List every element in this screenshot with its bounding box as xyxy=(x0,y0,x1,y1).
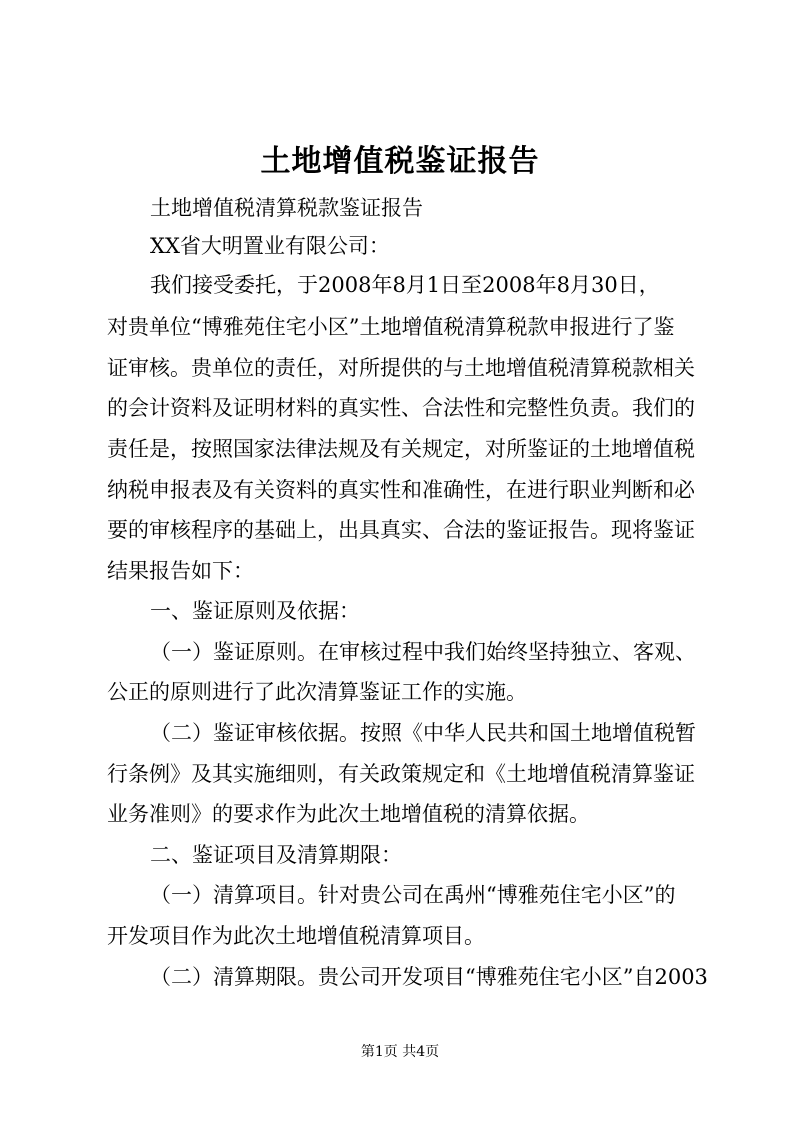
section-heading: 二、鉴证项目及清算期限： xyxy=(150,843,402,867)
body-line: 的会计资料及证明材料的真实性、合法性和完整性负责。我们的 xyxy=(107,396,695,420)
section-heading: 一、鉴证原则及依据： xyxy=(150,599,360,623)
body-line: （一）鉴证原则。在审核过程中我们始终坚持独立、客观、 xyxy=(150,640,696,664)
body-line: （二）鉴证审核依据。按照《中华人民共和国土地增值税暂 xyxy=(150,721,696,745)
body-line: 行条例》及其实施细则，有关政策规定和《土地增值税清算鉴证 xyxy=(107,762,695,786)
body-line: （二）清算期限。贵公司开发项目“博雅苑住宅小区”自2003 xyxy=(150,965,708,989)
body-line: 对贵单位“博雅苑住宅小区”土地增值税清算税款申报进行了鉴 xyxy=(107,315,675,339)
document-title: 土地增值税鉴证报告 xyxy=(260,144,540,179)
body-line: 要的审核程序的基础上，出具真实、合法的鉴证报告。现将鉴证 xyxy=(107,518,695,542)
body-line: XX省大明置业有限公司： xyxy=(150,234,390,258)
body-line: 责任是，按照国家法律法规及有关规定，对所鉴证的土地增值税 xyxy=(107,437,695,461)
body-line: 土地增值税清算税款鉴证报告 xyxy=(150,196,423,220)
body-line: 纳税申报表及有关资料的真实性和准确性，在进行职业判断和必 xyxy=(107,478,695,502)
body-line: 开发项目作为此次土地增值税清算项目。 xyxy=(107,924,485,948)
body-line: 结果报告如下： xyxy=(107,559,254,583)
body-line: 业务准则》的要求作为此次土地增值税的清算依据。 xyxy=(107,802,590,826)
body-line: （一）清算项目。针对贵公司在禹州“博雅苑住宅小区”的 xyxy=(150,883,676,907)
page-number: 第1页 共4页 xyxy=(360,1044,440,1060)
body-line: 证审核。贵单位的责任，对所提供的与土地增值税清算税款相关 xyxy=(107,356,695,380)
body-line: 我们接受委托，于2008年8月1日至2008年8月30日， xyxy=(150,273,660,297)
body-line: 公正的原则进行了此次清算鉴证工作的实施。 xyxy=(107,680,527,704)
